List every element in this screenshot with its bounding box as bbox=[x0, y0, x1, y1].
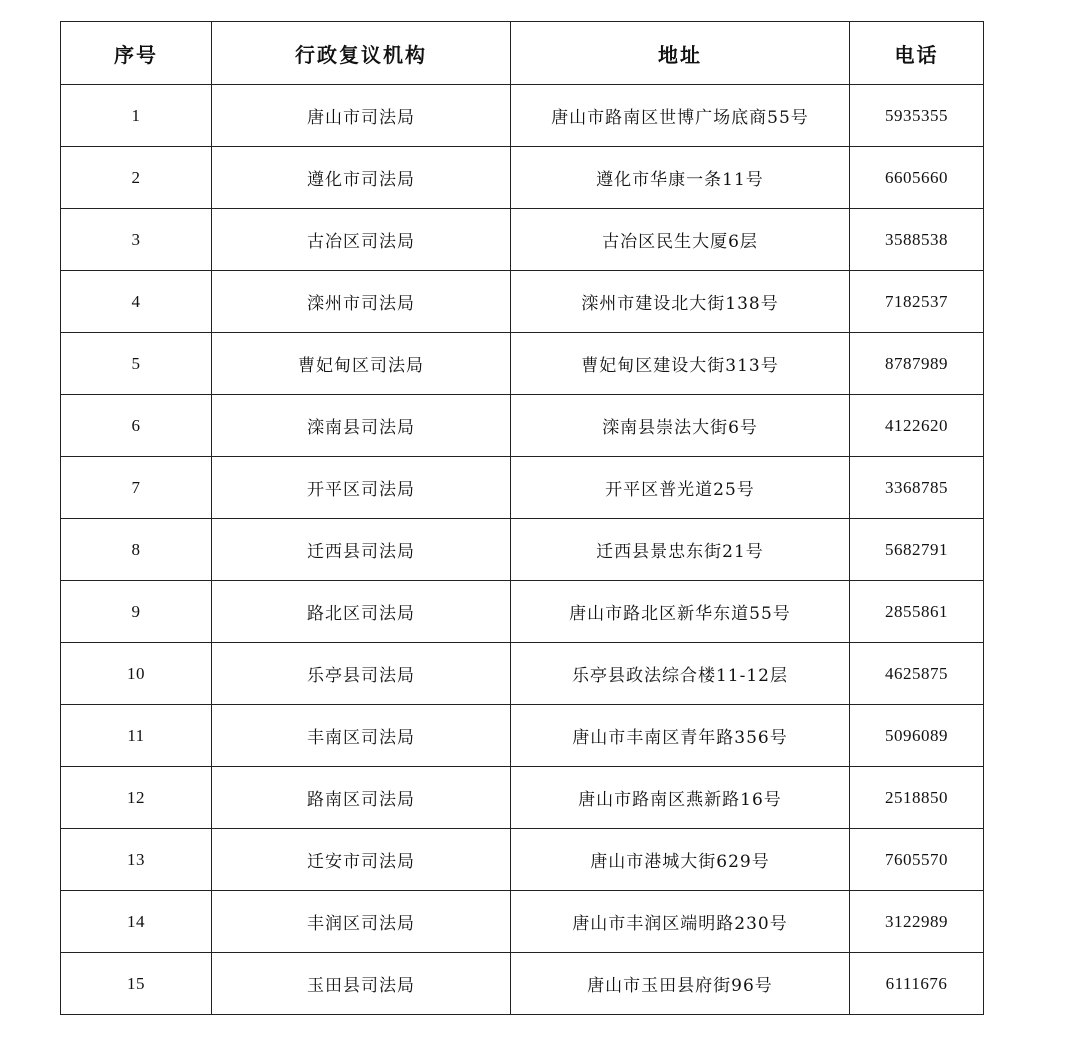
cell-address: 开平区普光道25号 bbox=[511, 457, 850, 519]
header-row bbox=[61, 22, 984, 85]
cell-address: 滦南县崇法大街6号 bbox=[511, 395, 850, 457]
cell-phone: 6605660 bbox=[850, 147, 984, 209]
cell-phone: 2855861 bbox=[850, 581, 984, 643]
cell-index: 3 bbox=[61, 209, 212, 271]
cell-organization: 开平区司法局 bbox=[212, 457, 511, 519]
cell-organization: 滦南县司法局 bbox=[212, 395, 511, 457]
table-body bbox=[61, 85, 984, 1015]
cell-organization: 路北区司法局 bbox=[212, 581, 511, 643]
table-row bbox=[61, 581, 984, 643]
cell-organization: 唐山市司法局 bbox=[212, 85, 511, 147]
cell-address: 唐山市路南区燕新路16号 bbox=[511, 767, 850, 829]
cell-organization: 乐亭县司法局 bbox=[212, 643, 511, 705]
cell-index: 7 bbox=[61, 457, 212, 519]
review-agency-table bbox=[60, 21, 984, 1015]
cell-phone: 4122620 bbox=[850, 395, 984, 457]
cell-address: 乐亭县政法综合楼11-12层 bbox=[511, 643, 850, 705]
header-organization: 行政复议机构 bbox=[212, 22, 511, 85]
header-index: 序号 bbox=[61, 22, 212, 85]
cell-phone: 3588538 bbox=[850, 209, 984, 271]
cell-index: 6 bbox=[61, 395, 212, 457]
table-row bbox=[61, 209, 984, 271]
cell-phone: 3368785 bbox=[850, 457, 984, 519]
cell-phone: 6111676 bbox=[850, 953, 984, 1015]
table-row bbox=[61, 643, 984, 705]
cell-index: 1 bbox=[61, 85, 212, 147]
cell-address: 滦州市建设北大街138号 bbox=[511, 271, 850, 333]
cell-organization: 滦州市司法局 bbox=[212, 271, 511, 333]
cell-organization: 古冶区司法局 bbox=[212, 209, 511, 271]
cell-index: 5 bbox=[61, 333, 212, 395]
cell-organization: 迁西县司法局 bbox=[212, 519, 511, 581]
cell-address: 唐山市路南区世博广场底商55号 bbox=[511, 85, 850, 147]
cell-phone: 5935355 bbox=[850, 85, 984, 147]
cell-address: 古冶区民生大厦6层 bbox=[511, 209, 850, 271]
cell-organization: 丰润区司法局 bbox=[212, 891, 511, 953]
cell-index: 8 bbox=[61, 519, 212, 581]
cell-index: 4 bbox=[61, 271, 212, 333]
cell-phone: 8787989 bbox=[850, 333, 984, 395]
cell-index: 15 bbox=[61, 953, 212, 1015]
cell-phone: 7605570 bbox=[850, 829, 984, 891]
table-row bbox=[61, 147, 984, 209]
cell-index: 12 bbox=[61, 767, 212, 829]
cell-index: 9 bbox=[61, 581, 212, 643]
cell-address: 唐山市路北区新华东道55号 bbox=[511, 581, 850, 643]
cell-organization: 迁安市司法局 bbox=[212, 829, 511, 891]
table-row bbox=[61, 891, 984, 953]
cell-phone: 2518850 bbox=[850, 767, 984, 829]
cell-organization: 曹妃甸区司法局 bbox=[212, 333, 511, 395]
table-row bbox=[61, 333, 984, 395]
table-header bbox=[61, 22, 984, 85]
header-address: 地址 bbox=[511, 22, 850, 85]
cell-organization: 玉田县司法局 bbox=[212, 953, 511, 1015]
cell-index: 13 bbox=[61, 829, 212, 891]
cell-address: 唐山市丰润区端明路230号 bbox=[511, 891, 850, 953]
cell-index: 2 bbox=[61, 147, 212, 209]
table-row bbox=[61, 85, 984, 147]
table-row bbox=[61, 519, 984, 581]
cell-address: 唐山市丰南区青年路356号 bbox=[511, 705, 850, 767]
cell-phone: 7182537 bbox=[850, 271, 984, 333]
cell-address: 曹妃甸区建设大街313号 bbox=[511, 333, 850, 395]
cell-address: 唐山市玉田县府街96号 bbox=[511, 953, 850, 1015]
cell-address: 遵化市华康一条11号 bbox=[511, 147, 850, 209]
table-row bbox=[61, 829, 984, 891]
cell-organization: 路南区司法局 bbox=[212, 767, 511, 829]
table-row bbox=[61, 457, 984, 519]
table-row bbox=[61, 705, 984, 767]
cell-phone: 5096089 bbox=[850, 705, 984, 767]
cell-address: 唐山市港城大街629号 bbox=[511, 829, 850, 891]
cell-phone: 3122989 bbox=[850, 891, 984, 953]
cell-index: 14 bbox=[61, 891, 212, 953]
header-phone: 电话 bbox=[850, 22, 984, 85]
cell-organization: 丰南区司法局 bbox=[212, 705, 511, 767]
table-row bbox=[61, 395, 984, 457]
cell-phone: 4625875 bbox=[850, 643, 984, 705]
cell-index: 10 bbox=[61, 643, 212, 705]
cell-phone: 5682791 bbox=[850, 519, 984, 581]
cell-address: 迁西县景忠东街21号 bbox=[511, 519, 850, 581]
table-row bbox=[61, 767, 984, 829]
table-row bbox=[61, 271, 984, 333]
cell-organization: 遵化市司法局 bbox=[212, 147, 511, 209]
table-row bbox=[61, 953, 984, 1015]
cell-index: 11 bbox=[61, 705, 212, 767]
